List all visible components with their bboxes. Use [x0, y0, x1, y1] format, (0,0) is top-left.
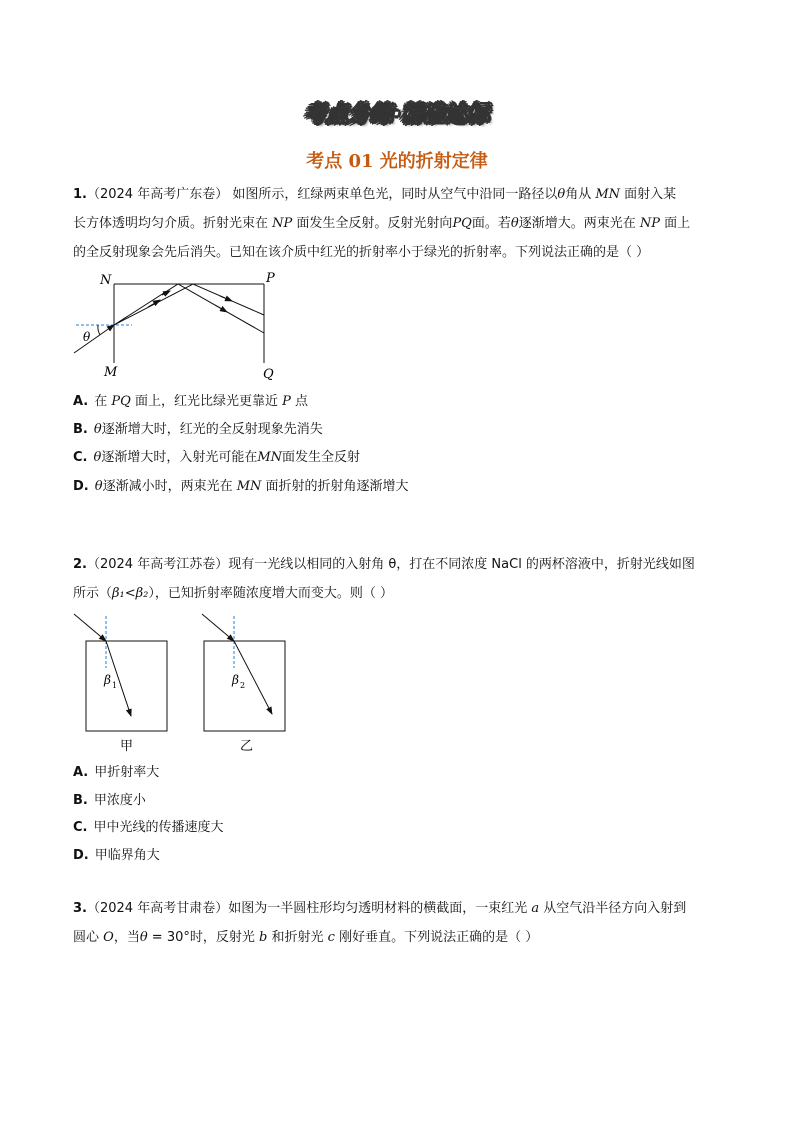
incident-yi — [202, 614, 234, 641]
q1-text: 面。若 — [471, 216, 511, 231]
q2-line-1 — [73, 550, 725, 579]
q3-text: = 30°时，反射光 — [147, 930, 255, 945]
option-label: A. — [73, 765, 89, 780]
q2-text: ），已知折射率随浓度增大而变大。则（ ） — [148, 586, 394, 601]
q1-theta: θ — [557, 187, 566, 202]
q1-option-b[interactable] — [73, 420, 323, 440]
q1-text: 面上 — [664, 216, 691, 231]
option-label: D. — [73, 848, 89, 863]
question-1 — [73, 180, 725, 267]
refracted-ray-green — [114, 284, 264, 333]
q2-option-d[interactable] — [73, 846, 160, 866]
q1-text: 面射入某 — [624, 187, 677, 202]
option-text: 甲折射率大 — [94, 765, 160, 780]
q3-var-o: O — [103, 930, 114, 945]
q2-line-2 — [73, 579, 725, 608]
incident-ray — [74, 325, 114, 353]
q3-text: 如图为一半圆柱形均匀透明材料的横截面，一束红光 — [228, 901, 528, 916]
theta-arc — [98, 325, 100, 335]
q1-np: NP — [272, 216, 293, 231]
refracted-yi — [234, 641, 272, 714]
q2-number: 2. — [73, 557, 87, 572]
q1-text: 长方体透明均匀介质。折射光束在 — [73, 216, 269, 231]
label-theta: θ — [83, 330, 91, 344]
option-var: P — [282, 394, 291, 409]
q3-theta: θ — [139, 930, 148, 945]
caption-jia: 甲 — [120, 739, 134, 754]
label-beta1: β — [104, 673, 111, 687]
q3-text: 刚好垂直。下列说法正确的是（ ） — [339, 930, 539, 945]
ray-arrow — [215, 305, 227, 312]
option-var: θ — [93, 422, 102, 437]
label-m: M — [104, 365, 118, 380]
question-2 — [73, 550, 725, 608]
label-beta2: β — [232, 673, 239, 687]
q1-line-2 — [73, 209, 725, 238]
q3-text: ，当 — [113, 930, 140, 945]
ray-arrow — [148, 300, 160, 307]
incident-jia — [74, 614, 106, 641]
q2-option-c[interactable] — [73, 818, 224, 838]
option-text: 点 — [295, 394, 309, 409]
option-text: 面折射的折射角逐渐增大 — [265, 479, 409, 494]
option-label: C. — [73, 820, 88, 835]
q2-option-b[interactable] — [73, 791, 146, 811]
beaker-jia — [86, 641, 167, 731]
q3-var-b: b — [259, 930, 268, 945]
option-text: 面发生全反射 — [282, 450, 361, 465]
option-label: C. — [73, 450, 88, 465]
q3-var-c: c — [327, 930, 335, 945]
q3-text: 从空气沿半径方向入射到 — [543, 901, 687, 916]
q1-line-3: 的全反射现象会先后消失。已知在该介质中红光的折射率小于绿光的折射率。下列说法正确的是（ ） — [73, 245, 650, 260]
label-beta1-sub: 1 — [112, 681, 118, 690]
option-text: 甲临界角大 — [94, 848, 160, 863]
label-n: N — [100, 273, 112, 288]
q3-line-1 — [73, 894, 725, 923]
q2-option-a[interactable] — [73, 763, 159, 783]
option-var: θ — [93, 450, 102, 465]
q3-text: 和折射光 — [271, 930, 324, 945]
section-title: 考点 01 光的折射定律 — [306, 151, 488, 172]
q2-text: 所示（ — [73, 586, 113, 601]
q1-option-c[interactable] — [73, 448, 360, 468]
option-text: 甲浓度小 — [93, 793, 146, 808]
q2-source: （2024 年高考江苏卷） — [86, 557, 229, 572]
q1-source: （2024 年高考广东卷） — [86, 187, 229, 202]
q3-number: 3. — [73, 901, 87, 916]
q1-np: NP — [639, 216, 660, 231]
q1-line-1 — [73, 180, 725, 209]
caption-yi: 乙 — [240, 739, 254, 754]
q1-text: 角从 — [565, 187, 592, 202]
option-label: B. — [73, 793, 88, 808]
option-label: A. — [73, 394, 89, 409]
q1-pq: PQ — [452, 216, 472, 231]
q2-text: 现有一光线以相同的入射角 θ，打在不同浓度 NaCl 的两杯溶液中，折射光线如图 — [228, 557, 695, 572]
option-text: 面上，红光比绿光更靠近 — [134, 394, 278, 409]
q3-text: 圆心 — [73, 930, 100, 945]
q1-figure — [70, 268, 290, 386]
label-q: Q — [263, 367, 274, 382]
question-3 — [73, 894, 725, 952]
q1-option-d[interactable] — [73, 477, 409, 497]
option-text: 逐渐增大时，红光的全反射现象先消失 — [101, 422, 323, 437]
q1-option-a[interactable] — [73, 392, 308, 412]
q3-source: （2024 年高考甘肃卷） — [86, 901, 229, 916]
q1-number: 1. — [73, 187, 87, 202]
q1-text: 如图所示，红绿两束单色光，同时从空气中沿同一路径以 — [232, 187, 558, 202]
q1-theta: θ — [510, 216, 519, 231]
q3-line-2 — [73, 923, 725, 952]
option-text: 甲中光线的传播速度大 — [93, 820, 224, 835]
q1-text: 面发生全反射。反射光射向 — [296, 216, 453, 231]
label-beta2-sub: 2 — [240, 681, 246, 690]
option-label: B. — [73, 422, 88, 437]
option-label: D. — [73, 479, 89, 494]
q1-mn: MN — [595, 187, 621, 202]
option-var: PQ — [111, 394, 131, 409]
option-var: MN — [257, 450, 283, 465]
option-text: 在 — [94, 394, 108, 409]
ray-arrow — [220, 296, 232, 301]
q3-var-a: a — [531, 901, 540, 916]
option-text: 逐渐增大时，入射光可能在 — [101, 450, 258, 465]
banner-title: 考点分练·精准达标 — [304, 102, 490, 126]
q1-text: 逐渐增大。两束光在 — [518, 216, 636, 231]
label-p: P — [266, 271, 275, 286]
option-var: MN — [236, 479, 262, 494]
q2-figure — [70, 608, 300, 756]
option-var: θ — [94, 479, 103, 494]
option-text: 逐渐减小时，两束光在 — [102, 479, 233, 494]
q2-condition: β₁<β₂ — [112, 586, 149, 601]
